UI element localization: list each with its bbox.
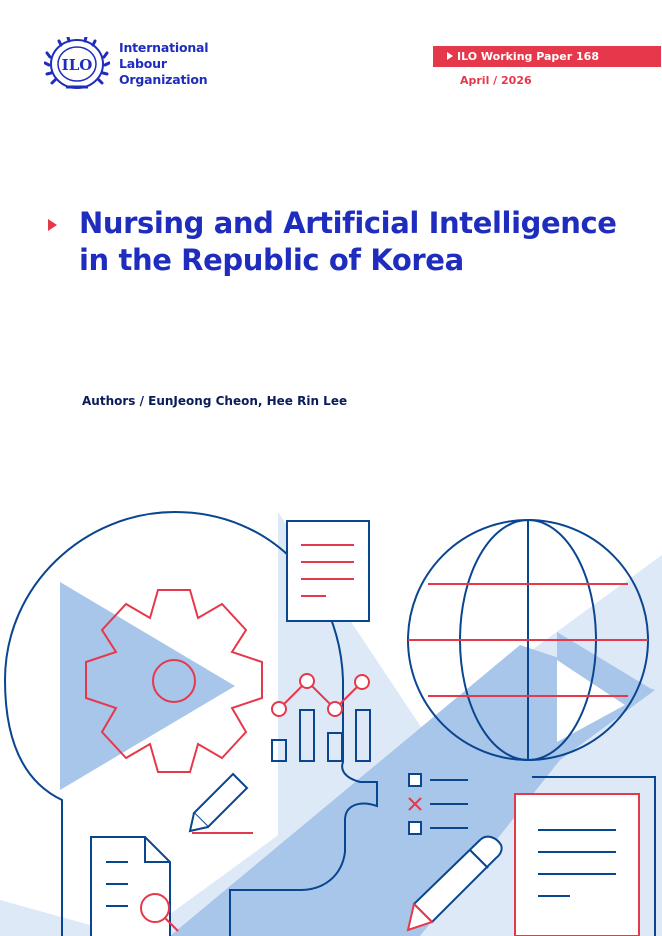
report-document-icon [515,794,639,936]
title-arrow-icon [48,219,57,231]
org-name-line-3: Organization [119,72,208,87]
working-paper-label: ILO Working Paper 168 [457,50,599,63]
document-icon [287,521,369,621]
document-title: Nursing and Artificial Intelligence in the Republic of Korea [79,206,617,277]
ilo-logo [44,37,110,93]
organization-name [119,40,208,88]
org-name-line-1: International [119,40,209,55]
publication-date: April / 2026 [460,74,532,87]
play-arrow-icon [447,52,453,60]
working-paper-badge [433,46,661,67]
org-name-line-2: Labour [119,56,167,71]
document-search-icon [91,837,178,936]
svg-text:ILO: ILO [61,56,93,74]
cover-illustration [0,500,662,936]
authors-line: Authors / EunJeong Cheon, Hee Rin Lee [82,394,348,408]
small-pencil-icon [190,774,247,831]
